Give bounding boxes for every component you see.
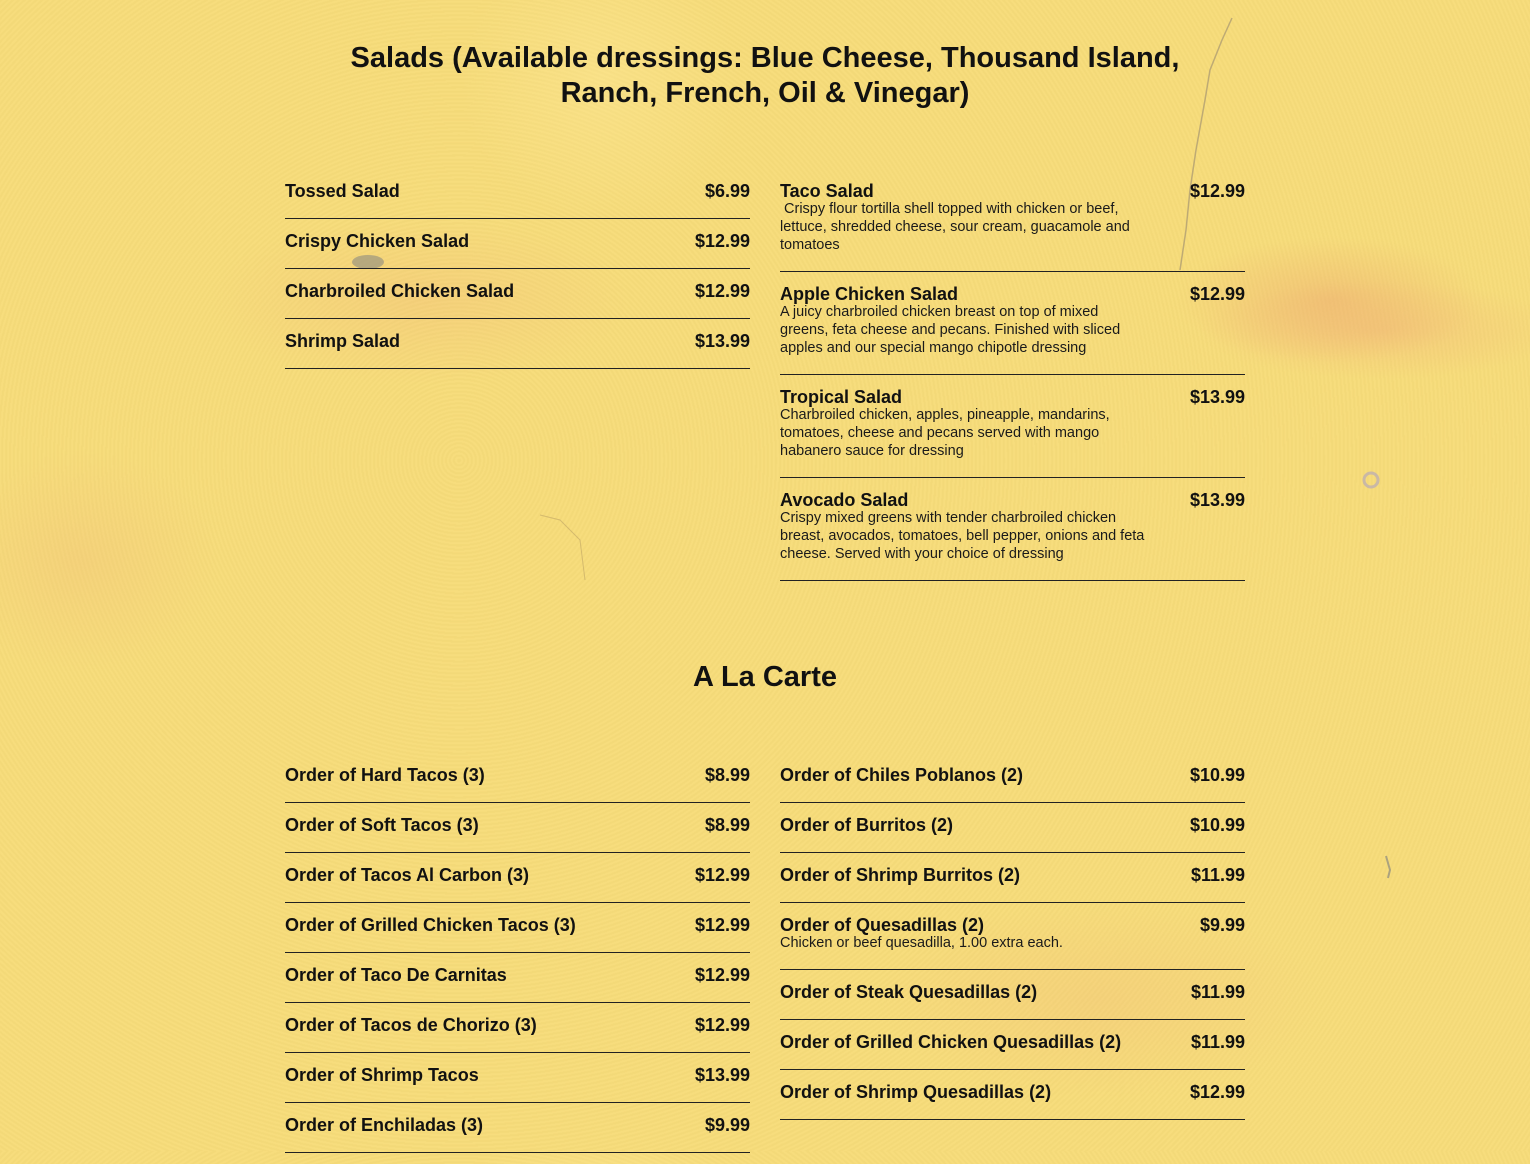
item-price: $8.99 (704, 765, 750, 785)
menu-item (285, 1014, 750, 1053)
alacarte-left-column (285, 764, 750, 1164)
menu-item (780, 283, 1245, 375)
item-description: Charbroiled chicken, apples, pineapple, mandarins, tomatoes, cheese and pecans served with mango habanero sauce for dressing (780, 407, 1110, 459)
item-price: $9.99 (1199, 915, 1245, 935)
item-description: Crispy mixed greens with tender charbroiled chicken breast, avocados, tomatoes, bell pepper, onions and feta cheese. Served with your choice of dressing (780, 510, 1145, 562)
menu-item (285, 230, 750, 269)
menu-item (285, 914, 750, 953)
item-name: Tropical Salad (780, 387, 903, 407)
item-name: Order of Shrimp Tacos (285, 1065, 479, 1085)
item-price: $6.99 (704, 181, 750, 201)
item-price: $11.99 (1190, 865, 1245, 885)
item-price: $12.99 (694, 281, 750, 301)
item-price: $10.99 (1189, 815, 1245, 835)
item-price: $10.99 (1189, 765, 1245, 785)
menu-item (780, 981, 1245, 1020)
salads-section-title: Salads (Available dressings: Blue Cheese, Thousand Island, Ranch, French, Oil & Vinegar) (350, 42, 1180, 109)
item-price: $12.99 (694, 231, 750, 251)
item-name: Order of Burritos (2) (780, 815, 954, 835)
item-name: Order of Enchiladas (3) (285, 1115, 484, 1135)
item-name: Order of Taco De Carnitas (285, 965, 507, 985)
menu-item (780, 814, 1245, 853)
menu-item (780, 386, 1245, 478)
menu-item (285, 280, 750, 319)
item-name: Taco Salad (780, 181, 874, 201)
item-name: Order of Shrimp Quesadillas (2) (780, 1082, 1052, 1102)
item-price: $13.99 (1189, 490, 1245, 510)
menu-item (285, 964, 750, 1003)
item-name: Apple Chicken Salad (780, 284, 959, 304)
item-name: Order of Tacos de Chorizo (3) (285, 1015, 537, 1035)
item-name: Order of Steak Quesadillas (2) (780, 982, 1038, 1002)
item-price: $12.99 (1189, 284, 1245, 304)
menu-item (780, 180, 1245, 272)
item-name: Tossed Salad (285, 181, 400, 201)
menu-item (285, 864, 750, 903)
menu-item (285, 814, 750, 853)
item-name: Order of Shrimp Burritos (2) (780, 865, 1021, 885)
item-name: Charbroiled Chicken Salad (285, 281, 515, 301)
item-description: Crispy flour tortilla shell topped with chicken or beef, lettuce, shredded cheese, sour cream, guacamole and tomatoes (780, 201, 1134, 253)
item-name: Shrimp Salad (285, 331, 401, 351)
item-name: Crispy Chicken Salad (285, 231, 470, 251)
item-price: $13.99 (694, 1065, 750, 1085)
item-name: Order of Chiles Poblanos (2) (780, 765, 1024, 785)
menu-item (285, 330, 750, 369)
menu-item (780, 489, 1245, 581)
menu-item (285, 764, 750, 803)
item-name: Avocado Salad (780, 490, 909, 510)
menu-item (780, 864, 1245, 903)
item-price: $9.99 (704, 1115, 750, 1135)
item-name: Order of Quesadillas (2) (780, 915, 985, 935)
item-name: Order of Soft Tacos (3) (285, 815, 479, 835)
alacarte-section-title: A La Carte (693, 661, 837, 693)
item-name: Order of Grilled Chicken Tacos (3) (285, 915, 576, 935)
item-price: $13.99 (694, 331, 750, 351)
salads-right-column (780, 180, 1245, 592)
item-name: Order of Grilled Chicken Quesadillas (2) (780, 1032, 1122, 1052)
item-price: $11.99 (1190, 1032, 1245, 1052)
item-price: $12.99 (694, 915, 750, 935)
item-price: $12.99 (694, 965, 750, 985)
item-price: $12.99 (1189, 181, 1245, 201)
menu-item (780, 914, 1245, 970)
menu-item (285, 1114, 750, 1153)
item-price: $11.99 (1190, 982, 1245, 1002)
alacarte-right-column (780, 764, 1245, 1131)
menu-item (780, 1031, 1245, 1070)
item-description: A juicy charbroiled chicken breast on top of mixed greens, feta cheese and pecans. Finished with sliced apples and our special mango chipotle dressing (780, 304, 1121, 356)
salads-left-column (285, 180, 750, 380)
menu-item (285, 180, 750, 219)
item-price: $12.99 (694, 865, 750, 885)
menu-item (780, 1081, 1245, 1120)
item-name: Order of Tacos Al Carbon (3) (285, 865, 530, 885)
item-description: Chicken or beef quesadilla, 1.00 extra each. (780, 935, 1063, 951)
item-price: $12.99 (1189, 1082, 1245, 1102)
item-name: Order of Hard Tacos (3) (285, 765, 485, 785)
menu-item (780, 764, 1245, 803)
item-price: $8.99 (704, 815, 750, 835)
item-price: $13.99 (1189, 387, 1245, 407)
item-price: $12.99 (694, 1015, 750, 1035)
menu-item (285, 1064, 750, 1103)
